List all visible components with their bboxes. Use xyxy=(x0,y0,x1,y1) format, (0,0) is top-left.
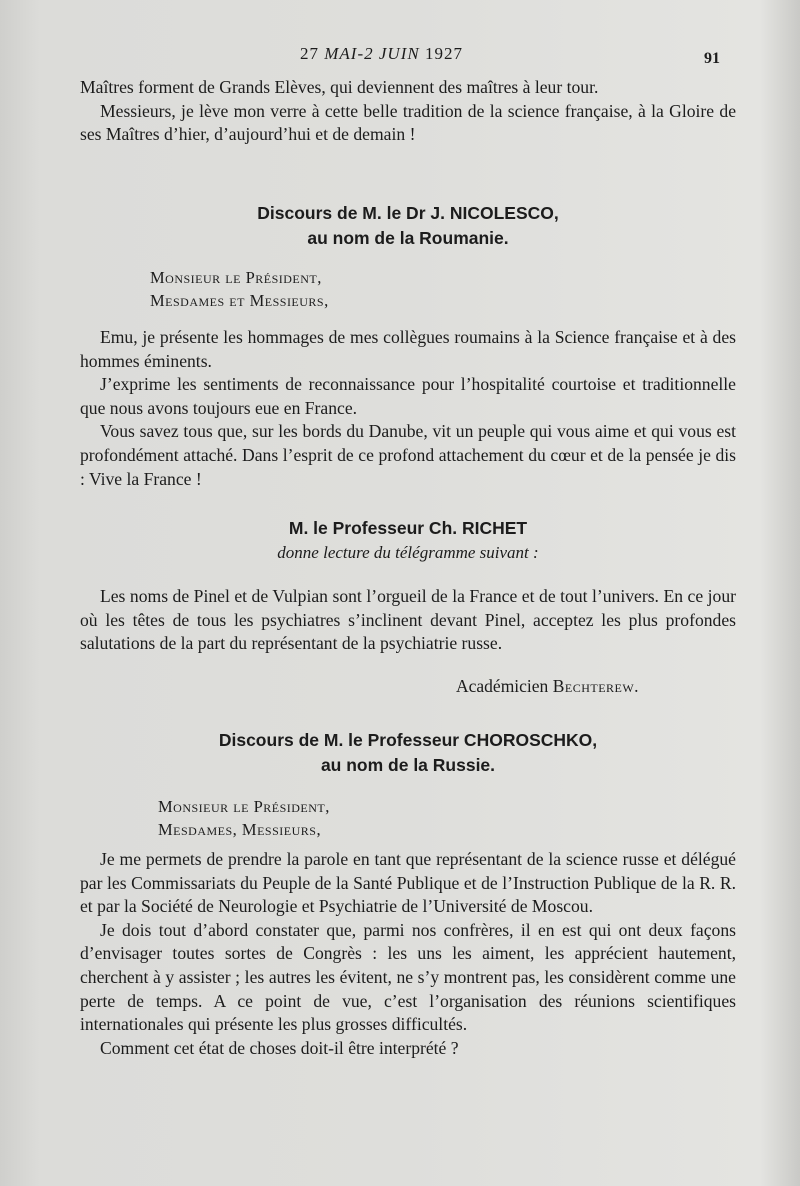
choroschko-paragraph: Je me permets de prendre la parole en tant que représentant de la science russe et délégué par les Commissariats du Peuple de la Santé Publique et de l’Instruction Publique de la R. R. et par la Société de Neurologie et Psychiatrie de l’Université de Moscou. xyxy=(80,849,736,917)
salutation-line: Monsieur le Président, xyxy=(158,797,330,816)
telegram-paragraph: Les noms de Pinel et de Vulpian sont l’orgueil de la France et de tout l’univers. En ce jour où les têtes de tous les psychiatres s’inclinent devant Pinel, acceptez les plus profondes salutations de la part du représentant de la psychiatrie russe. xyxy=(80,586,736,654)
running-head xyxy=(300,44,463,64)
choroschko-body xyxy=(80,848,736,1060)
nicolesco-heading xyxy=(80,201,736,251)
salutation-line: Mesdames, Messieurs, xyxy=(158,820,322,839)
telegram-signature xyxy=(456,676,639,697)
telegram-body xyxy=(80,585,736,656)
signature-name: Bechterew. xyxy=(552,676,640,696)
nicolesco-salutation xyxy=(150,266,329,312)
choroschko-heading xyxy=(80,728,736,778)
page-header xyxy=(0,44,800,74)
intro-block xyxy=(80,76,736,147)
choroschko-paragraph: Je dois tout d’abord constater que, parmi nos confrères, il en est qui ont deux façons d’envisager toutes sortes de Congrès : les uns les aiment, les apprécient hautement, cherchent à y assister ; les autres les évitent, ne s’y montrent pas, les considèrent comme une perte de temps. A ce point de vue, c’est l’organisation des réunions scientifiques internationales qui présente les plus grosses difficultés. xyxy=(80,919,736,1035)
salutation-line: Mesdames et Messieurs, xyxy=(150,291,329,310)
running-head-year: 1927 xyxy=(419,44,463,63)
choroschko-paragraph: Comment cet état de choses doit-il être interprété ? xyxy=(100,1037,459,1058)
choroschko-salutation xyxy=(158,795,330,841)
choroschko-heading-line: Discours de M. le Professeur CHOROSCHKO, xyxy=(218,730,598,750)
nicolesco-heading-line: Discours de M. le Dr J. NICOLESCO, xyxy=(257,203,559,223)
intro-paragraph: Maîtres forment de Grands Elèves, qui deviennent des maîtres à leur tour. xyxy=(80,77,599,97)
running-head-range: MAI-2 JUIN xyxy=(324,44,420,63)
nicolesco-paragraph: Emu, je présente les hommages de mes collègues roumains à la Science française et à des hommes éminents. xyxy=(80,327,736,371)
page-number: 91 xyxy=(704,50,720,67)
richet-heading: M. le Professeur Ch. RICHET xyxy=(288,518,528,538)
salutation-line: Monsieur le Président, xyxy=(150,268,322,287)
richet-subtitle: donne lecture du télégramme suivant : xyxy=(277,543,539,562)
running-head-date: 27 xyxy=(300,44,325,63)
nicolesco-paragraph: Vous savez tous que, sur les bords du Danube, vit un peuple qui vous aime et qui vous est profondément attaché. Dans l’esprit de ce profond attachement du cœur et de la pensée je dis : Vive la France ! xyxy=(80,421,736,489)
nicolesco-body xyxy=(80,326,736,491)
nicolesco-heading-subline: au nom de la Roumanie. xyxy=(307,228,509,248)
nicolesco-paragraph: J’exprime les sentiments de reconnaissance pour l’hospitalité courtoise et traditionnelle que nous avons toujours eue en France. xyxy=(80,374,736,418)
intro-toast-paragraph: Messieurs, je lève mon verre à cette belle tradition de la science française, à la Gloire de ses Maîtres d’hier, d’aujourd’hui et de demain ! xyxy=(80,100,736,145)
signature-title: Académicien xyxy=(456,676,553,696)
choroschko-heading-subline: au nom de la Russie. xyxy=(320,755,496,775)
